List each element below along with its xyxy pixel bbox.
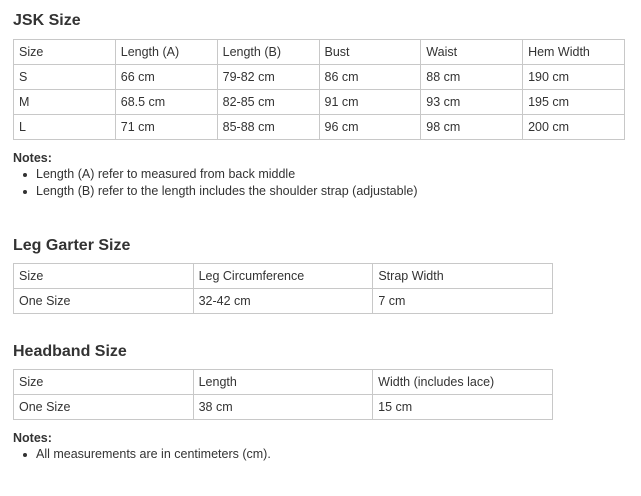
table-row [14,65,625,90]
table-row [14,289,553,314]
jsk-notes-title: Notes: [13,151,52,165]
list-item: All measurements are in centimeters (cm). [13,446,271,463]
table-row [14,115,625,140]
table-cell: 7 cm [373,289,553,314]
table-cell: 88 cm [421,65,523,90]
table-header-cell: Size [14,264,194,289]
table-header-cell: Leg Circumference [193,264,373,289]
table-header-row [14,370,553,395]
table-cell: 91 cm [319,90,421,115]
leg-garter-size-heading: Leg Garter Size [13,237,131,254]
table-cell: M [14,90,116,115]
list-item: Length (B) refer to the length includes the shoulder strap (adjustable) [13,183,417,200]
jsk-size-heading: JSK Size [13,12,81,29]
table-cell: 71 cm [115,115,217,140]
jsk-size-table [13,39,625,140]
headband-size-heading: Headband Size [13,343,127,360]
table-cell: 195 cm [523,90,625,115]
table-cell: 93 cm [421,90,523,115]
headband-notes-list [13,446,271,463]
table-cell: S [14,65,116,90]
headband-notes-title: Notes: [13,431,52,445]
table-header-cell: Size [14,370,194,395]
table-cell: 86 cm [319,65,421,90]
table-cell: 98 cm [421,115,523,140]
table-header-cell: Length (A) [115,40,217,65]
table-header-cell: Strap Width [373,264,553,289]
table-header-cell: Length [193,370,373,395]
table-cell: One Size [14,289,194,314]
table-cell: L [14,115,116,140]
list-item: Length (A) refer to measured from back middle [13,166,417,183]
table-row [14,90,625,115]
table-header-cell: Waist [421,40,523,65]
table-cell: 66 cm [115,65,217,90]
table-header-cell: Bust [319,40,421,65]
table-cell: 38 cm [193,395,373,420]
table-header-cell: Length (B) [217,40,319,65]
table-cell: One Size [14,395,194,420]
table-cell: 85-88 cm [217,115,319,140]
table-cell: 82-85 cm [217,90,319,115]
table-header-row [14,40,625,65]
jsk-notes-list [13,166,417,200]
table-cell: 96 cm [319,115,421,140]
headband-size-table [13,369,553,420]
table-header-cell: Size [14,40,116,65]
table-cell: 15 cm [373,395,553,420]
table-cell: 200 cm [523,115,625,140]
table-row [14,395,553,420]
table-header-cell: Hem Width [523,40,625,65]
table-header-row [14,264,553,289]
table-cell: 190 cm [523,65,625,90]
table-cell: 32-42 cm [193,289,373,314]
table-header-cell: Width (includes lace) [373,370,553,395]
leg-garter-size-table [13,263,553,314]
table-cell: 79-82 cm [217,65,319,90]
table-cell: 68.5 cm [115,90,217,115]
